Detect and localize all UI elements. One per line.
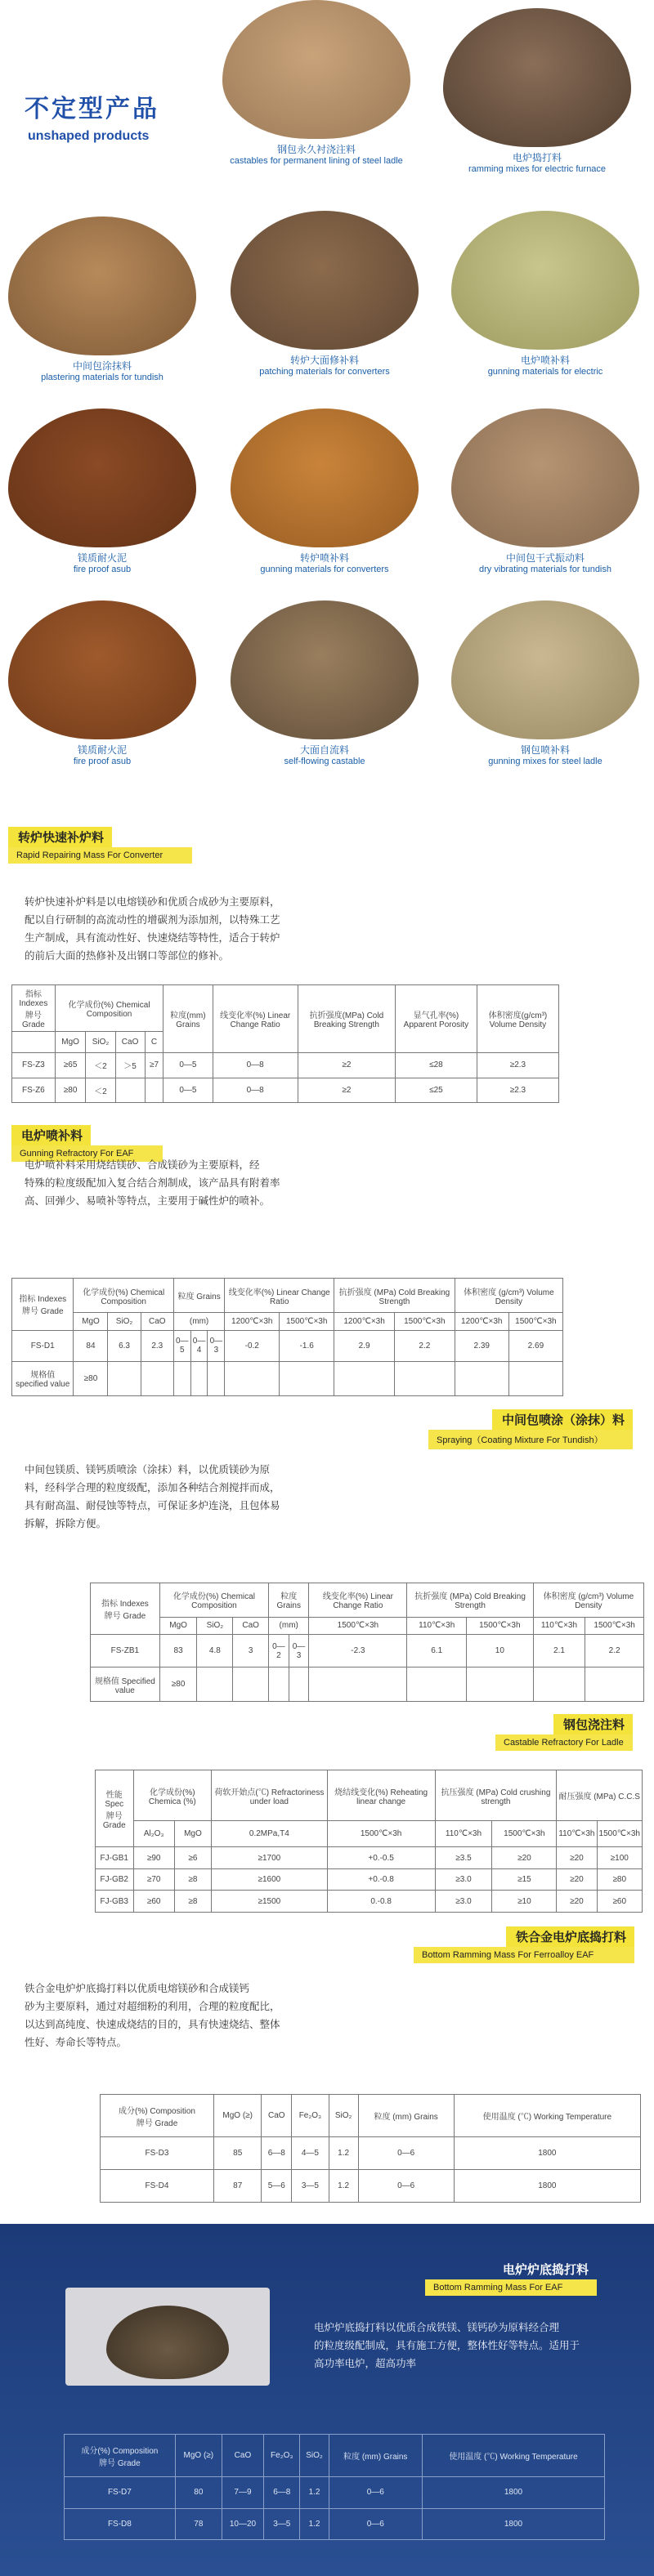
table-cell: CaO	[233, 1617, 269, 1635]
table-cell: 使用温度 (℃) Working Temperature	[454, 2095, 640, 2137]
table-cell: 6—8	[262, 2137, 292, 2170]
table-cell: 体积密度(g/cm³) Volume Density	[477, 985, 558, 1053]
table-cell: -1.6	[280, 1330, 334, 1361]
table-row	[12, 1361, 563, 1395]
table-cell	[407, 1667, 466, 1702]
table-cell: 1800	[454, 2137, 640, 2170]
table-cell: ≥8	[174, 1868, 211, 1891]
table-cell: ≥2.3	[477, 1053, 558, 1078]
table-cell: 化学成份(%) Chemica (%)	[133, 1770, 211, 1821]
section-header-rapid-repair	[8, 827, 192, 864]
table-cell: (mm)	[269, 1617, 309, 1635]
page-subtitle: unshaped products	[28, 129, 150, 143]
table-cell: 0.2MPa,T4	[212, 1821, 328, 1847]
table-cell	[208, 1361, 225, 1395]
table-cell: 10—20	[222, 2508, 263, 2540]
table-cell: 0.-0.8	[327, 1891, 435, 1913]
product-name-zh: 电炉喷补料	[520, 355, 570, 366]
product-name-zh: 电炉捣打料	[512, 152, 562, 163]
table-cell: 粒度 (mm) Grains	[329, 2435, 422, 2477]
table-row	[12, 1053, 559, 1078]
table-cell: 6—8	[264, 2477, 300, 2509]
table-cell: 7—9	[222, 2477, 263, 2509]
table-cell: FS-ZB1	[91, 1635, 160, 1667]
product-photo	[443, 8, 631, 147]
table-cell: ≥8	[174, 1891, 211, 1913]
section-paragraph: 电炉炉底捣打料以优质合成铁镁、镁钙砂为原料经合理 的粒度级配制成，具有施工方便，整体性好等特点。适用于 高功率电炉，超高功率	[314, 2321, 580, 2369]
table-cell: 83	[159, 1635, 197, 1667]
table-cell: 化学成份(%) Chemical Composition	[55, 985, 164, 1032]
table-cell: FS-Z6	[12, 1078, 56, 1103]
section-paragraph: 转炉快速补炉料是以电熔镁砂和优质合成砂为主要原料， 配以自行研制的高流动性的增碳剂为添加剂，以特殊工艺 生产制成，具有流动性好、快速烧结等特性，适合于转炉 的前后大面的热修补及出钢口等部位的修补。	[25, 895, 280, 962]
table-cell: 2.2	[585, 1635, 644, 1667]
table-cell: 1500℃×3h	[280, 1313, 334, 1331]
table-cell	[508, 1361, 562, 1395]
table-cell: 使用温度 (℃) Working Temperature	[422, 2435, 604, 2477]
table-cell: 规格值 Specified value	[91, 1667, 160, 1702]
product-name-en: patching materials for converters	[259, 367, 390, 377]
product-photo	[222, 0, 410, 139]
table-cell	[145, 1078, 164, 1103]
table-cell: +0.-0.8	[327, 1868, 435, 1891]
product-item	[0, 408, 204, 574]
table-cell: +0.-0.5	[327, 1847, 435, 1869]
section-title-zh: 转炉快速补炉料	[8, 827, 112, 847]
table-cell: CaO	[141, 1313, 173, 1331]
table-cell: 1.2	[329, 2170, 358, 2203]
table-cell: 3	[233, 1635, 269, 1667]
table-cell	[280, 1361, 334, 1395]
table-cell: 化学成份(%) Chemical Composition	[159, 1583, 268, 1618]
table-cell: 0—8	[213, 1053, 298, 1078]
table-cell: 1500℃×3h	[309, 1617, 407, 1635]
table-cell: MgO (≥)	[175, 2435, 222, 2477]
table-cell: MgO	[174, 1821, 211, 1847]
table-cell: 1800	[422, 2477, 604, 2509]
product-name-en: castables for permanent lining of steel ladle	[230, 156, 403, 166]
table-cell: 1.2	[329, 2137, 358, 2170]
table-cell: 耐压强度 (MPa) C.C.S	[557, 1770, 643, 1821]
product-name-zh: 转炉喷补料	[299, 552, 349, 564]
product-item	[222, 408, 427, 574]
table-row	[96, 1847, 643, 1869]
table-cell: ≥1700	[212, 1847, 328, 1869]
table-row	[96, 1891, 643, 1913]
table-cell: ≥2	[298, 1053, 395, 1078]
table-cell: Fe₂O₃	[292, 2095, 329, 2137]
table-cell: 85	[213, 2137, 261, 2170]
spec-table-gunning-eaf	[11, 1278, 563, 1396]
product-name-zh: 中间包涂抹料	[72, 360, 132, 372]
product-name-en: ramming mixes for electric furnace	[468, 164, 607, 174]
product-item	[222, 600, 427, 766]
product-name-zh: 钢包喷补料	[520, 744, 570, 756]
product-photo	[231, 600, 419, 739]
product-item	[222, 211, 427, 377]
table-cell: CaO	[222, 2435, 263, 2477]
table-cell: 成分(%) Composition 牌号 Grade	[101, 2095, 214, 2137]
table-cell: 线变化率(%) Linear Change Ratio	[309, 1583, 407, 1618]
table-row	[12, 1330, 563, 1361]
table-cell: ≥1500	[212, 1891, 328, 1913]
table-cell: 0—4	[190, 1330, 208, 1361]
product-name-en: fire proof asub	[73, 565, 132, 574]
table-cell: ≤28	[395, 1053, 477, 1078]
product-name-zh: 转炉大面修补料	[289, 355, 359, 366]
section-paragraph: 中间包镁质、镁钙质喷涂（涂抹）料，以优质镁砂为原 料，经科学合理的粒度级配，添加各种结合剂搅拌而成， 具有耐高温、耐侵蚀等特点，可保证多炉连浇，且包体易 拆解，拆除方便。	[25, 1463, 280, 1529]
table-cell: 3—5	[292, 2170, 329, 2203]
table-cell	[455, 1361, 508, 1395]
table-cell: 0—5	[164, 1078, 213, 1103]
table-cell: 4.8	[197, 1635, 233, 1667]
table-cell: 1500℃×3h	[492, 1821, 557, 1847]
table-cell: -0.2	[225, 1330, 280, 1361]
product-item	[443, 211, 647, 377]
table-cell: 80	[175, 2477, 222, 2509]
product-photo	[451, 211, 639, 350]
table-cell: ≥80	[159, 1667, 197, 1702]
table-cell: 0—5	[173, 1330, 190, 1361]
product-item	[443, 600, 647, 766]
table-cell: MgO	[55, 1032, 86, 1053]
table-cell: MgO (≥)	[213, 2095, 261, 2137]
table-cell: 0—3	[208, 1330, 225, 1361]
table-cell	[334, 1361, 395, 1395]
table-cell: SiO₂	[197, 1617, 233, 1635]
section-header-ferroalloy-eaf: 铁合金电炉底捣打料 Bottom Ramming Mass For Ferroalloy EAF	[414, 1926, 634, 1963]
table-cell: 110℃×3h	[557, 1821, 597, 1847]
table-cell: ≥60	[133, 1891, 174, 1913]
table-cell: 2.1	[533, 1635, 585, 1667]
table-cell: ≥10	[492, 1891, 557, 1913]
table-cell: FS-D1	[12, 1330, 74, 1361]
table-cell: 0—6	[358, 2170, 454, 2203]
table-row	[91, 1667, 644, 1702]
table-cell: ≥20	[557, 1868, 597, 1891]
table-cell: FJ-GB3	[96, 1891, 134, 1913]
product-name-zh: 镁质耐火泥	[77, 552, 127, 564]
table-cell: 1500℃×3h	[585, 1617, 644, 1635]
section-paragraph: 铁合金电炉炉底捣打料以优质电熔镁砂和合成镁钙 砂为主要原料，通过对超细粉的利用，合理的粒度配比， 以达到高纯度、快速成烧结的目的，具有快速烧结、整体 性好、寿命长等特点。	[25, 1982, 280, 2048]
table-row	[96, 1868, 643, 1891]
table-cell: CaO	[115, 1032, 145, 1053]
section-header-gunning-eaf: 电炉喷补料 Gunning Refractory For EAF	[11, 1125, 163, 1162]
table-row	[65, 2508, 605, 2540]
table-cell	[141, 1361, 173, 1395]
table-cell: ＜2	[86, 1078, 115, 1103]
table-cell: 84	[74, 1330, 108, 1361]
table-cell: 110℃×3h	[435, 1821, 492, 1847]
table-cell: 抗折强度(MPa) Cold Breaking Strength	[298, 985, 395, 1053]
table-cell: 6.3	[108, 1330, 141, 1361]
table-cell	[585, 1667, 644, 1702]
product-photo	[451, 408, 639, 547]
table-cell: MgO	[159, 1617, 197, 1635]
spec-table-spraying-tundish	[90, 1583, 644, 1702]
table-cell: 荷软开始点(℃) Refractoriness under load	[212, 1770, 328, 1821]
table-cell: 粒度 (mm) Grains	[358, 2095, 454, 2137]
table-cell: 1200℃×3h	[225, 1313, 280, 1331]
table-cell: 成分(%) Composition 牌号 Grade	[65, 2435, 176, 2477]
table-cell: 体积密度 (g/cm³) Volume Density	[455, 1279, 562, 1313]
page-title: 不定型产品	[25, 95, 159, 123]
table-cell	[173, 1361, 190, 1395]
product-name-en: plastering materials for tundish	[41, 373, 164, 382]
table-cell	[197, 1667, 233, 1702]
table-cell: ≥2	[298, 1078, 395, 1103]
product-photo	[8, 600, 196, 739]
table-cell: ≥3.0	[435, 1891, 492, 1913]
table-cell: SiO₂	[300, 2435, 329, 2477]
spec-table-ferroalloy-eaf	[100, 2094, 641, 2203]
table-cell: 6.1	[407, 1635, 466, 1667]
table-cell: 线变化率(%) Linear Change Ratio	[225, 1279, 334, 1313]
table-cell	[115, 1078, 145, 1103]
table-cell: 0—5	[164, 1053, 213, 1078]
table-cell: ≥100	[597, 1847, 643, 1869]
table-cell: 粒度 Grains	[173, 1279, 224, 1313]
table-cell: -2.3	[309, 1635, 407, 1667]
table-cell: MgO	[74, 1313, 108, 1331]
table-cell: Fe₂O₃	[264, 2435, 300, 2477]
product-name-en: fire proof asub	[73, 757, 132, 766]
table-cell: ≥2.3	[477, 1078, 558, 1103]
table-cell: 1800	[454, 2170, 640, 2203]
product-name-zh: 钢包永久衬浇注料	[276, 144, 356, 155]
table-cell: FS-D7	[65, 2477, 176, 2509]
table-cell: 78	[175, 2508, 222, 2540]
product-name-zh: 镁质耐火泥	[77, 744, 127, 756]
table-cell: ≤25	[395, 1078, 477, 1103]
table-cell: ≥80	[597, 1868, 643, 1891]
product-name-zh: 大面自流料	[299, 744, 349, 756]
product-photo	[231, 211, 419, 350]
table-cell: 抗折强度 (MPa) Cold Breaking Strength	[407, 1583, 533, 1618]
table-row	[101, 2170, 641, 2203]
product-name-en: gunning mixes for steel ladle	[488, 757, 602, 766]
section-header-castable-ladle: 钢包浇注料 Castable Refractory For Ladle	[495, 1714, 633, 1751]
table-cell: 1800	[422, 2508, 604, 2540]
product-photo	[8, 217, 196, 355]
table-cell: ≥3.5	[435, 1847, 492, 1869]
table-cell: CaO	[262, 2095, 292, 2137]
table-cell	[12, 1032, 56, 1053]
table-cell: 指标 Indexes 牌号 Grade	[91, 1583, 160, 1635]
table-cell: 抗折强度 (MPa) Cold Breaking Strength	[334, 1279, 455, 1313]
table-cell	[533, 1667, 585, 1702]
spec-table-rapid-repair	[11, 984, 559, 1103]
table-cell: 指标 Indexes 牌号 Grade	[12, 1279, 74, 1331]
spec-table-bottom-ramming-eaf	[64, 2434, 605, 2540]
table-cell	[108, 1361, 141, 1395]
table-cell: 1500℃×3h	[508, 1313, 562, 1331]
table-cell	[289, 1667, 309, 1702]
table-cell: FS-Z3	[12, 1053, 56, 1078]
product-item	[0, 600, 204, 766]
table-cell: C	[145, 1032, 164, 1053]
table-cell: ≥65	[55, 1053, 86, 1078]
table-cell: FS-D3	[101, 2137, 214, 2170]
table-cell: ≥15	[492, 1868, 557, 1891]
table-row	[91, 1635, 644, 1667]
table-cell: (mm)	[173, 1313, 224, 1331]
table-cell: SiO₂	[329, 2095, 358, 2137]
product-item	[214, 0, 419, 166]
table-cell: 0—3	[289, 1635, 309, 1667]
table-cell: ≥7	[145, 1053, 164, 1078]
table-cell: 2.3	[141, 1330, 173, 1361]
product-photo	[65, 2288, 270, 2394]
product-name-en: gunning materials for electric	[487, 367, 603, 377]
table-cell: FJ-GB2	[96, 1868, 134, 1891]
table-cell: 2.69	[508, 1330, 562, 1361]
table-cell: 指标 Indexes 牌号 Grade	[12, 985, 56, 1032]
product-photo	[451, 600, 639, 739]
section-header-spraying-tundish: 中间包喷涂（涂抹）料 Spraying（Coating Mixture For Tundish）	[428, 1409, 633, 1449]
table-cell: ＞5	[115, 1053, 145, 1078]
spec-table-castable-ladle	[95, 1770, 643, 1913]
table-cell: 5—6	[262, 2170, 292, 2203]
table-cell: 2.39	[455, 1330, 508, 1361]
table-row	[65, 2477, 605, 2509]
table-row	[12, 1078, 559, 1103]
table-cell: ≥20	[492, 1847, 557, 1869]
table-cell: ≥20	[557, 1891, 597, 1913]
table-cell: 1500℃×3h	[597, 1821, 643, 1847]
table-cell: 1500℃×3h	[466, 1617, 533, 1635]
table-row	[101, 2137, 641, 2170]
table-cell: 4—5	[292, 2137, 329, 2170]
table-cell: 化学成份(%) Chemical Composition	[74, 1279, 173, 1313]
product-photo	[231, 408, 419, 547]
table-cell: 抗压强度 (MPa) Cold crushing strength	[435, 1770, 557, 1821]
table-cell: SiO₂	[108, 1313, 141, 1331]
table-cell: ≥80	[74, 1361, 108, 1395]
table-cell: 规格值 specified value	[12, 1361, 74, 1395]
section-header-bottom-ramming-eaf: 电炉炉底捣打料 Bottom Ramming Mass For EAF	[425, 2259, 597, 2296]
table-cell: 2.9	[334, 1330, 395, 1361]
table-cell: 1200℃×3h	[455, 1313, 508, 1331]
table-cell: Al₂O₃	[133, 1821, 174, 1847]
table-cell: 1.2	[300, 2477, 329, 2509]
table-cell: 3—5	[264, 2508, 300, 2540]
table-cell: ≥1600	[212, 1868, 328, 1891]
table-cell: 粒度 Grains	[269, 1583, 309, 1618]
table-cell: 体积密度 (g/cm³) Volume Density	[533, 1583, 643, 1618]
table-cell: FS-D8	[65, 2508, 176, 2540]
table-cell: 性能 Spec 牌号 Grade	[96, 1770, 134, 1847]
table-cell: 0—6	[358, 2137, 454, 2170]
table-cell: 0—6	[329, 2508, 422, 2540]
table-cell: ＜2	[86, 1053, 115, 1078]
table-cell: 显气孔率(%) Apparent Porosity	[395, 985, 477, 1053]
table-cell	[269, 1667, 289, 1702]
section-title-en: Rapid Repairing Mass For Converter	[8, 847, 192, 864]
table-cell: FJ-GB1	[96, 1847, 134, 1869]
product-item	[443, 408, 647, 574]
table-cell	[233, 1667, 269, 1702]
product-name-zh: 中间包干式振动料	[505, 552, 585, 564]
table-cell: ≥80	[55, 1078, 86, 1103]
table-cell: SiO₂	[86, 1032, 115, 1053]
table-cell: 0—8	[213, 1078, 298, 1103]
table-cell	[309, 1667, 407, 1702]
table-cell: ≥3.0	[435, 1868, 492, 1891]
table-cell: 线变化率(%) Linear Change Ratio	[213, 985, 298, 1053]
table-cell: 1.2	[300, 2508, 329, 2540]
table-cell: 10	[466, 1635, 533, 1667]
product-photo	[8, 408, 196, 547]
table-cell	[466, 1667, 533, 1702]
table-cell: ≥6	[174, 1847, 211, 1869]
table-cell: 0—6	[329, 2477, 422, 2509]
table-cell: 0—2	[269, 1635, 289, 1667]
table-cell: ≥60	[597, 1891, 643, 1913]
table-cell: ≥90	[133, 1847, 174, 1869]
table-cell: 110℃×3h	[533, 1617, 585, 1635]
product-item	[0, 217, 204, 382]
table-cell: 粒度(mm) Grains	[164, 985, 213, 1053]
table-cell: ≥70	[133, 1868, 174, 1891]
table-cell: 1200℃×3h	[334, 1313, 395, 1331]
table-cell	[225, 1361, 280, 1395]
table-cell	[394, 1361, 455, 1395]
table-cell: 2.2	[394, 1330, 455, 1361]
product-name-en: dry vibrating materials for tundish	[478, 565, 611, 574]
section-paragraph: 电炉喷补料采用烧结镁砂、合成镁砂为主要原料，经 特殊的粒度级配加入复合结合剂制成，该产品具有附着率 高、回弹少、易喷补等特点，主要用于碱性炉的喷补。	[25, 1159, 280, 1207]
product-item	[435, 8, 639, 174]
table-cell: 烧结线变化(%) Reheating linear change	[327, 1770, 435, 1821]
product-name-en: gunning materials for converters	[260, 565, 389, 574]
table-cell: ≥20	[557, 1847, 597, 1869]
table-cell: FS-D4	[101, 2170, 214, 2203]
table-cell: 1500℃×3h	[327, 1821, 435, 1847]
table-cell: 110℃×3h	[407, 1617, 466, 1635]
table-cell: 1500℃×3h	[394, 1313, 455, 1331]
product-name-en: self-flowing castable	[284, 757, 365, 766]
table-cell: 87	[213, 2170, 261, 2203]
table-cell	[190, 1361, 208, 1395]
